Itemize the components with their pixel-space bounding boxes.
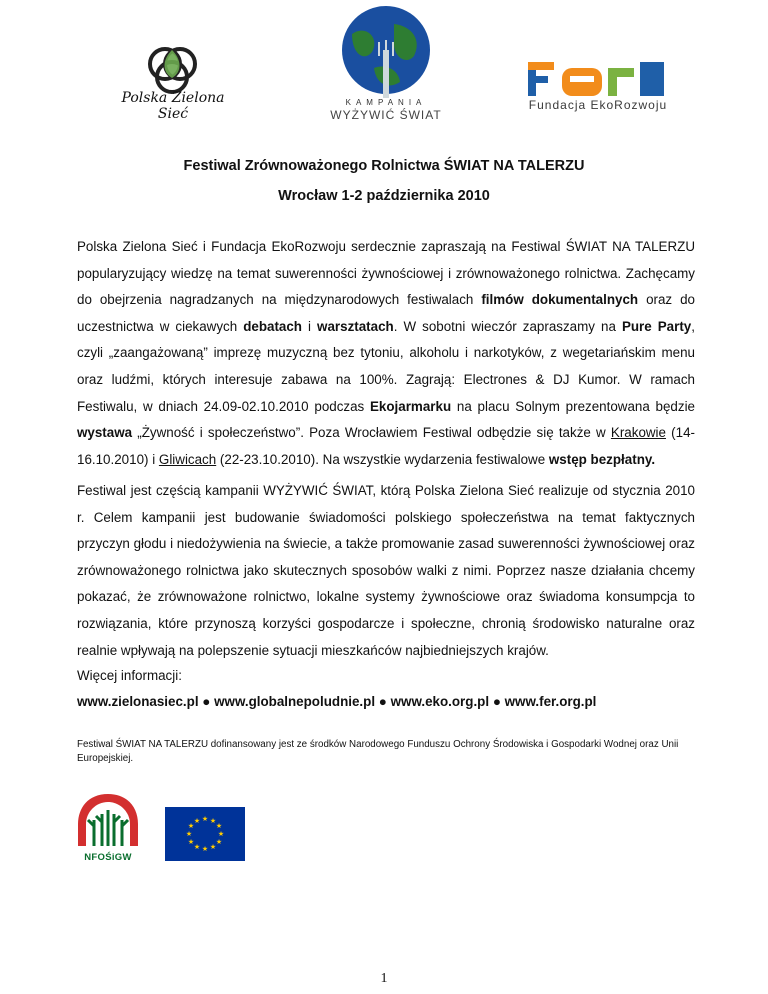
svg-text:★: ★ <box>201 815 209 823</box>
svg-text:★: ★ <box>187 822 195 830</box>
krakow-link[interactable]: Krakowie <box>610 425 666 441</box>
funding-note: Festiwal ŚWIAT NA TALERZU dofinansowany jest ze środków Narodowego Funduszu Ochrony Środowiska i Gospodarki Wodnej oraz Unii Europejskiej. <box>77 739 679 764</box>
svg-text:★: ★ <box>193 817 201 825</box>
debates-highlight: debatach <box>243 318 302 334</box>
gliwice-link[interactable]: Gliwicach <box>158 451 217 467</box>
kampania-logo-caption: KAMPANIA <box>345 98 427 107</box>
link-separator: ● <box>492 694 501 709</box>
link-fer[interactable]: www.fer.org.pl <box>504 694 597 709</box>
eu-flag-icon <box>165 807 245 861</box>
svg-text:★: ★ <box>209 817 217 825</box>
workshops-highlight: warsztatach <box>317 318 394 334</box>
fer-logo <box>528 58 668 98</box>
svg-text:★: ★ <box>215 822 223 830</box>
svg-text:★: ★ <box>217 830 225 838</box>
page-number: 1 <box>380 971 388 986</box>
svg-text:★: ★ <box>201 845 209 853</box>
link-globalnepoludnie[interactable]: www.globalnepoludnie.pl <box>214 694 376 709</box>
free-entry-highlight: wstęp bezpłatny. <box>548 451 656 467</box>
films-highlight: filmów dokumentalnych <box>481 292 639 308</box>
fer-logo-text: Fundacja EkoRozwoju <box>528 98 668 112</box>
svg-text:★: ★ <box>215 838 223 846</box>
kampania-globe-logo <box>322 4 450 100</box>
nfosigw-logo <box>74 790 142 852</box>
wyzywic-swiat-logo-caption: WYŻYWIĆ ŚWIAT <box>330 108 442 122</box>
event-date-heading: Wrocław 1-2 października 2010 <box>278 188 490 204</box>
campaign-paragraph: Festiwal jest częścią kampanii WYŻYWIĆ ŚWIAT, którą Polska Zielona Sieć realizuje od stycznia 2010 r. Celem kampanii jest budowanie świadomości polskiego społeczeństwa na temat faktycznych przyczyn głodu i niedożywienia na świecie, a także promowanie zasad suwerenności żywnościowej oraz zrównoważonego rolnictwa jako skutecznych sposobów walki z nimi. Poprzez nasze działania chcemy pokazać, że zrównoważone rolnictwo, lokalne systemy żywnościowe oraz świadoma konsumpcja to rozwiązania, które przynoszą korzyści gospodarcze i społeczne, chronią środowisko naturalne oraz realnie wpływają na polepszenie sytuacji mieszkańców najbiedniejszych krajów. <box>77 483 695 658</box>
links-row <box>77 694 596 709</box>
link-separator: ● <box>378 694 387 709</box>
nfosigw-logo-text: NFOŚiGW <box>84 852 132 863</box>
pure-party-highlight: Pure Party <box>621 318 692 334</box>
link-eko[interactable]: www.eko.org.pl <box>390 694 490 709</box>
link-zielonasiec[interactable]: www.zielonasiec.pl <box>77 694 199 709</box>
svg-text:★: ★ <box>193 843 201 851</box>
link-separator: ● <box>202 694 211 709</box>
svg-text:★: ★ <box>209 843 217 851</box>
more-info-label: Więcej informacji: <box>77 668 182 683</box>
svg-text:★: ★ <box>187 838 195 846</box>
ekojarmark-highlight: Ekojarmarku <box>370 398 452 414</box>
page-title: Festiwal Zrównoważonego Rolnictwa ŚWIAT NA TALERZU <box>183 158 585 174</box>
exhibition-highlight: wystawa <box>77 425 133 441</box>
intro-paragraph: Polska Zielona Sieć i Fundacja EkoRozwoju serdecznie zapraszają na Festiwal ŚWIAT NA TALERZU popularyzujący wiedzę na temat suwerenności żywnościowej i zrównoważonego rolnictwa. Zachęcamy do obejrzenia nagradzanych na międzynarodowych festiwalach filmów dokumentalnych oraz do uczestnictwa w ciekawych debatach i warsztatach. W sobotni wieczór zapraszamy na Pure Party, czyli „zaangażowaną” imprezę muzyczną bez tytoniu, alkoholu i narkotyków, z wegetariańskim menu oraz ludźmi, których interesuje zabawa na 100%. Zagrają: Electrones & DJ Kumor. W ramach Festiwalu, w dniach 24.09-02.10.2010 podczas Ekojarmarku na placu Solnym prezentowana będzie wystawa „Żywność i społeczeństwo”. Poza Wrocławiem Festiwal odbędzie się także w Krakowie (14-16.10.2010) i Gliwicach (22-23.10.2010). Na wszystkie wydarzenia festiwalowe wstęp bezpłatny. <box>77 239 695 467</box>
polska-zielona-siec-logo-text: Polska Zielona Sieć <box>121 90 225 122</box>
svg-text:★: ★ <box>185 830 193 838</box>
